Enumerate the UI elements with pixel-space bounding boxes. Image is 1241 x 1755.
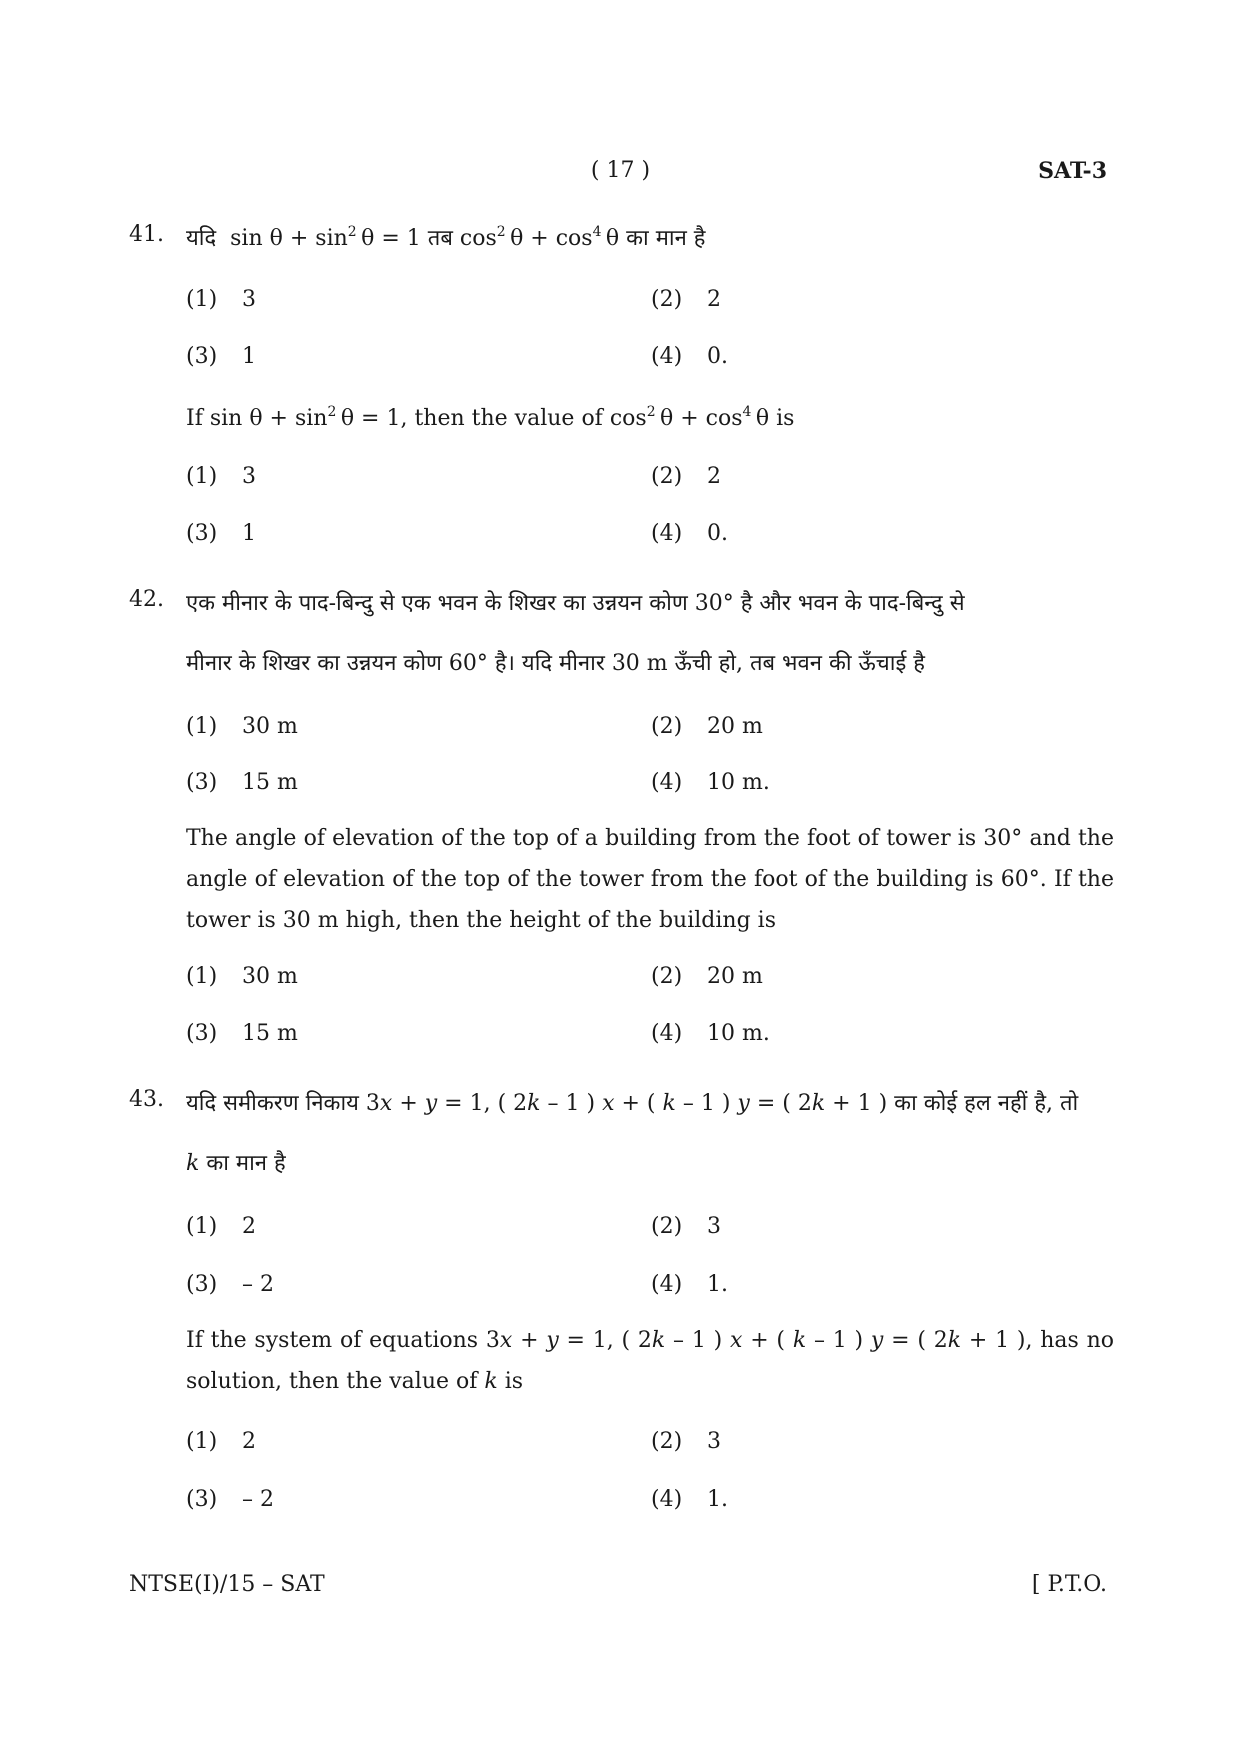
option: (2) 2: [651, 464, 721, 489]
option: (3) – 2: [186, 1272, 274, 1297]
option: (1) 3: [186, 287, 256, 312]
question-number: 43.: [129, 1087, 164, 1112]
page-number: ( 17 ): [590, 158, 651, 183]
question-stem-hindi-line1: यदि समीकरण निकाय 3x + y = 1, ( 2k – 1 ) x + ( k – 1 ) y = ( 2k + 1 ) का कोई हल नहीं है, तो: [186, 1091, 1079, 1116]
option: (4) 1.: [651, 1487, 728, 1512]
option: (2) 20 m: [651, 964, 763, 989]
option: (1) 2: [186, 1429, 256, 1454]
option: (3) – 2: [186, 1487, 274, 1512]
question-stem-hindi-line2: मीनार के शिखर का उन्नयन कोण 60° है। यदि मीनार 30 m ऊँची हो, तब भवन की ऊँचाई है: [186, 651, 925, 676]
question-number: 42.: [129, 587, 164, 612]
question-number: 41.: [129, 222, 164, 247]
option: (4) 1.: [651, 1272, 728, 1297]
option: (2) 3: [651, 1429, 721, 1454]
footer-pto: [ P.T.O.: [1031, 1572, 1107, 1597]
question-stem-hindi-line2: k का मान है: [186, 1151, 286, 1176]
option: (4) 10 m.: [651, 1021, 770, 1046]
option: (3) 1: [186, 521, 256, 546]
option: (4) 0.: [651, 521, 728, 546]
option: (1) 30 m: [186, 964, 298, 989]
question-stem-hindi: यदि $\sin \theta + \sin^2 \theta = 1$ तब $\cos^2 \theta + \cos^4 \theta$ का मान है: [186, 224, 706, 251]
option: (1) 3: [186, 464, 256, 489]
question-stem-english: If the system of equations 3x + y = 1, ( 2k – 1 ) x + ( k – 1 ) y = ( 2k + 1 ), has no solution, then the value of k is: [186, 1328, 1114, 1394]
option: (4) 10 m.: [651, 770, 770, 795]
option: (2) 20 m: [651, 714, 763, 739]
option: (2) 2: [651, 287, 721, 312]
question-stem-english: If $\sin \theta + \sin^2 \theta = 1$, then the value of $\cos^2 \theta + \cos^4 \theta$ is: [186, 404, 795, 431]
footer-code: NTSE(I)/15 – SAT: [129, 1572, 325, 1597]
option: (1) 2: [186, 1214, 256, 1239]
paper-code: SAT-3: [1038, 158, 1107, 184]
question-stem-hindi-line1: एक मीनार के पाद-बिन्दु से एक भवन के शिखर का उन्नयन कोण 30° है और भवन के पाद-बिन्दु से: [186, 591, 965, 616]
option: (3) 1: [186, 344, 256, 369]
option: (2) 3: [651, 1214, 721, 1239]
option: (3) 15 m: [186, 1021, 298, 1046]
option: (3) 15 m: [186, 770, 298, 795]
option: (1) 30 m: [186, 714, 298, 739]
option: (4) 0.: [651, 344, 728, 369]
question-stem-english: The angle of elevation of the top of a building from the foot of tower is 30° and the angle of elevation of the top of the tower from the foot of the building is 60°. If the tower is 30 m high, then the height of the building is: [186, 826, 1114, 933]
